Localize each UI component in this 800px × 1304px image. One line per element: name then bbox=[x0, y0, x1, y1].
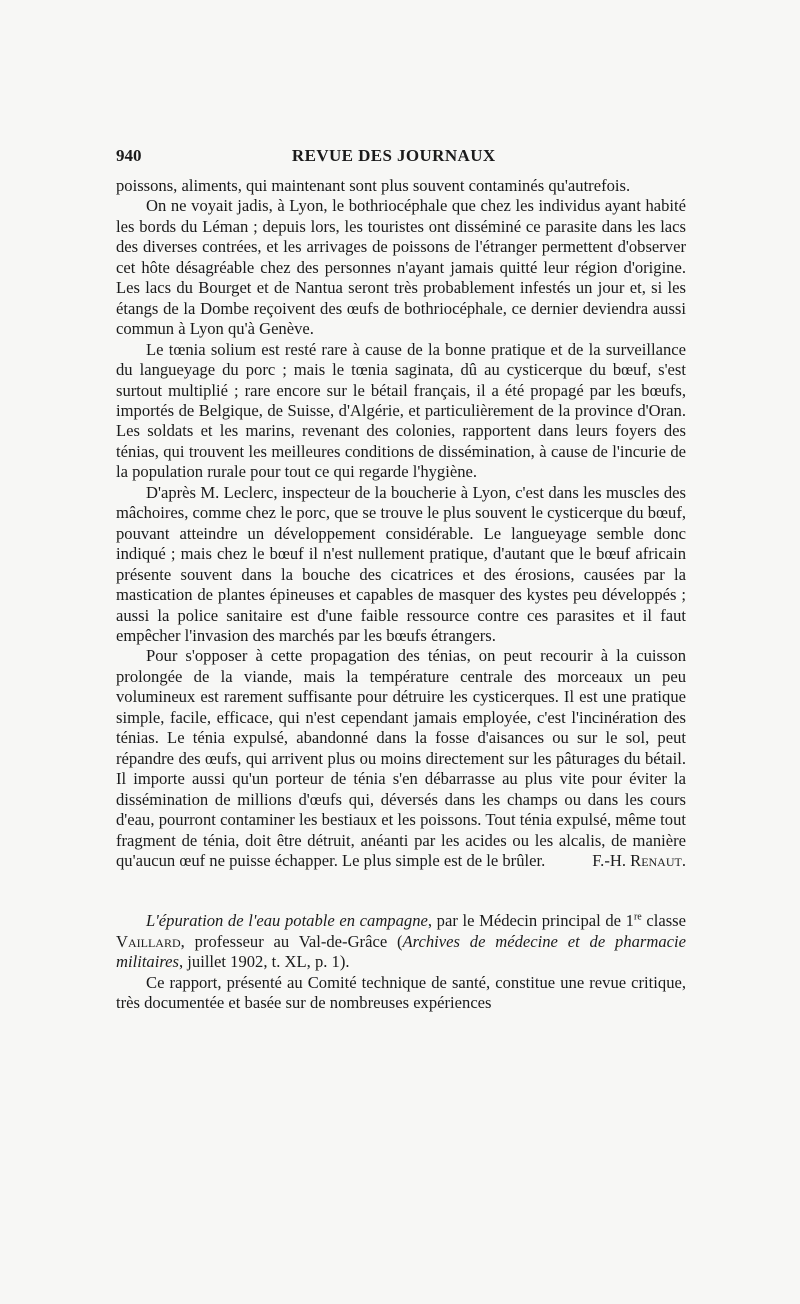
review-by: , par le Médecin principal de 1 bbox=[427, 911, 634, 931]
author-signature: F.-H. Renaut. bbox=[592, 850, 686, 870]
review-author: Vaillard bbox=[116, 931, 181, 951]
review-sup: re bbox=[633, 911, 642, 923]
section-gap bbox=[116, 871, 686, 911]
review-title: L'épuration de l'eau potable en campagne bbox=[146, 911, 428, 931]
review-citation: , juillet 1902, t. XL, p. 1). bbox=[179, 952, 350, 972]
review-affiliation: , professeur au Val-de-Grâce ( bbox=[180, 931, 403, 951]
page-number: 940 bbox=[116, 146, 142, 165]
paragraph-taenia: Le tœnia solium est resté rare à cause de la bonne pratique et de la surveillance du langueyage du porc ; mais le tœnia saginata, dû au cysticerque du bœuf, s'est surtout multiplié ; rare encore sur le bétail français, il a été propagé par les bœufs, importés de Belgique, de Suisse, d'Algérie, et particulièrement de la province d'Oran. Les soldats et les marins, revenant des colonies, rapportent dans leurs foyers des ténias, qui trouvent les meilleures conditions de dissémination, à cause de l'incurie de la population rurale pour tout ce qui regarde l'hygiène. bbox=[116, 339, 686, 482]
paragraph-propagation-text: Pour s'opposer à cette propagation des ténias, on peut recourir à la cuisson prolongée de la viande, mais la température centrale des morceaux un peu volumineux est rarement suffisante pour détruire les cysticerques. Il est une pratique simple, facile, efficace, qui n'est cependant jamais employée, c'est l'incinération des ténias. Le ténia expulsé, abandonné dans la fosse d'aisances ou sur le sol, peut répandre des œufs, qui arrivent plus ou moins directement sur les pâturages du bétail. Il importe aussi qu'un porteur de ténia s'en débarrasse au plus vite pour éviter la dissémination de millions d'œufs qui, déversés dans les champs ou dans les cours d'eau, pourront contaminer les bestiaux et les poissons. Tout ténia expulsé, même tout fragment de ténia, doit être détruit, anéanti par les acides ou les alcalis, de manière qu'aucun œuf ne puisse échapper. Le plus simple est de le brûler. bbox=[116, 646, 686, 870]
paragraph-continued: poissons, aliments, qui maintenant sont plus souvent contaminés qu'autrefois. bbox=[116, 176, 631, 195]
review-journal: Archives de médecine et de pharmacie militaires bbox=[116, 931, 686, 972]
paragraph-bothriocephale: On ne voyait jadis, à Lyon, le bothriocéphale que chez les individus ayant habité les bords du Léman ; depuis lors, les touristes ont disséminé ce parasite dans les lacs des diverses contrées, et les arrivages de poissons de l'étranger permettent d'observer cet hôte désagréable chez des personnes n'ayant jamais quitté leur région d'origine. Les lacs du Bourget et de Nantua seront très probablement infestés un jour et, si les étangs de la Dombe reçoivent des œufs de bothriocéphale, ce dernier deviendra aussi commun à Lyon qu'à Genève. bbox=[116, 196, 686, 339]
review-heading bbox=[116, 911, 686, 972]
review-body: Ce rapport, présenté au Comité technique de santé, constitue une revue critique, très documentée et basée sur de nombreuses expériences bbox=[116, 972, 686, 1013]
running-header bbox=[116, 146, 686, 174]
paragraph-leclerc: D'après M. Leclerc, inspecteur de la boucherie à Lyon, c'est dans les muscles des mâchoires, comme chez le porc, que se trouve le plus souvent le cysticerque du bœuf, pouvant atteindre un développement considérable. Le langueyage semble donc indiqué ; mais chez le bœuf il n'est nullement pratique, d'autant que le bœuf africain présente souvent dans la bouche des cicatrices et des érosions, causées par la mastication de plantes épineuses et capables de masquer des kystes peu développés ; aussi la police sanitaire est d'une faible ressource contre ces parasites et il faut empêcher l'invasion des marchés par les bœufs étrangers. bbox=[116, 482, 686, 645]
running-title: REVUE DES JOURNAUX bbox=[291, 146, 496, 165]
page bbox=[116, 146, 686, 1014]
review-rank: classe bbox=[641, 911, 686, 931]
paragraph-propagation bbox=[116, 646, 686, 871]
